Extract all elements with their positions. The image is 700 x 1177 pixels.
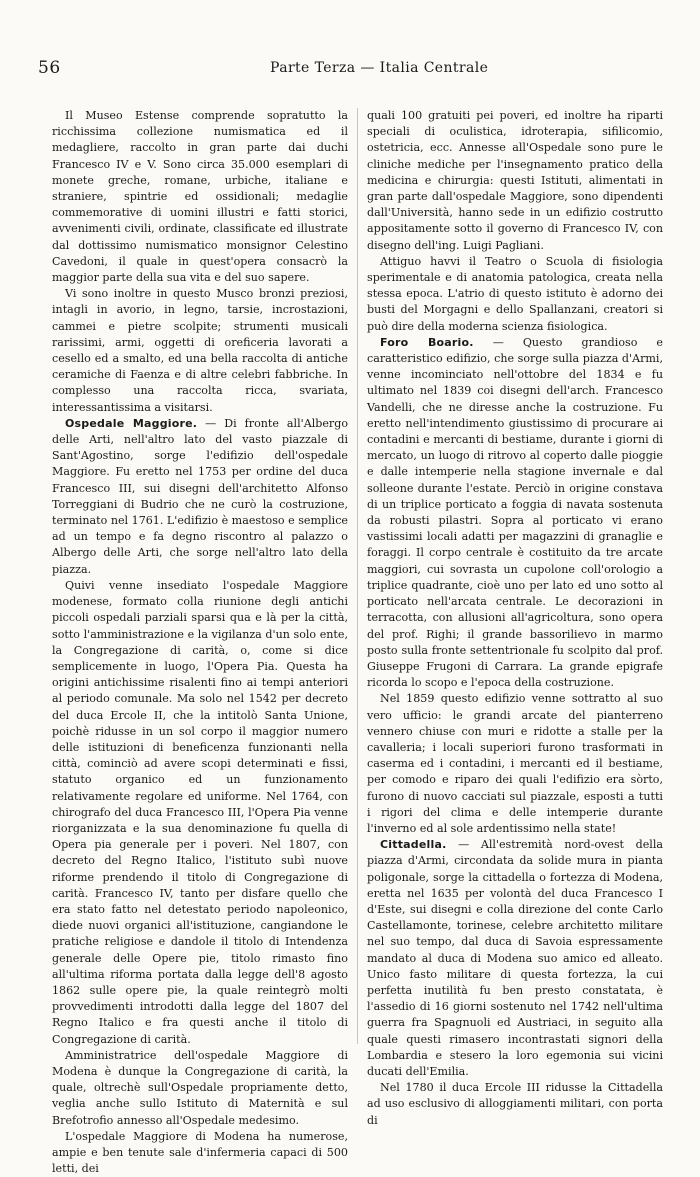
paragraph [52,108,348,286]
column-divider [357,108,358,1044]
paragraph [52,286,348,416]
right-column [367,108,663,1129]
paragraph-text: Amministratrice dell'ospedale Maggiore di Modena è dunque la Congregazione di carità, la quale, oltrechè sull'Ospedale propriamente detto, veglia anche sullo Istituto di Maternità e sul Brefotrofio annesso all'Ospedale medesimo. [52,1048,348,1127]
section-heading: Foro Boario. [380,335,474,349]
paragraph-text: Nel 1859 questo edifizio venne sottratto al suo vero ufficio: le grandi arcate del pianterreno vennero chiuse con muri e ridotte a stalle per la cavalleria; i locali superiori furono trasformati in caserma ed i contadini, i mercanti ed il bestiame, per comodo e riparo dei quali l'edifizio era sòrto, furono di nuovo cacciati sul piazzale, esposti a tutti i rigori del clima e delle intemperie durante l'inverno ed al sole ardentissimo nella state! [367,692,663,835]
paragraph [52,1129,348,1177]
paragraph [52,1048,348,1129]
paragraph [52,578,348,1048]
paragraph [367,1080,663,1129]
paragraph [367,837,663,1080]
page-number: 56 [38,58,61,78]
section-heading: Ospedale Maggiore. [65,416,198,430]
paragraph-text: — All'estremità nord-ovest della piazza d'Armi, circondata da solide mura in pianta poligonale, sorge la cittadella o fortezza di Modena, eretta nel 1635 per volontà del duca Francesco I d'Este, sui disegni e colla direzione del conte Carlo Castellamonte, torinese, celebre architetto militare nel suo tempo, dal duca di Savoia espressamente mandato al duca di Modena suo amico ed alleato. Unico fasto militare di questa fortezza, la cui perfetta inutilità fu ben presto constatata, è l'assedio di 16 giorni sostenuto nel 1742 nell'ultima guerra fra Spagnuoli ed Austriaci, in seguito alla quale questi rimasero incontrastati signori della Lombardia e stesero la loro egemonia sui vicini ducati dell'Emilia. [367,838,663,1078]
paragraph [52,416,348,578]
paragraph-text: Vi sono inoltre in questo Musco bronzi preziosi, intagli in avorio, in legno, tarsie, incrostazioni, cammei e pietre scolpite; strumenti musicali rarissimi, armi, oggetti di oreficeria lavorati a cesello ed a smalto, ed una bella raccolta di antiche ceramiche di Faenza e di altre celebri fabbriche. In complesso una raccolta ricca, svariata, interessantissima a visitarsi. [52,287,348,414]
paragraph [367,254,663,335]
paragraph-text: — Di fronte all'Albergo delle Arti, nell'altro lato del vasto piazzale di Sant'Agostino, sorge l'edifizio dell'ospedale Maggiore. Fu eretto nel 1753 per ordine del duca Francesco III, sui disegni dell'architetto Alfonso Torreggiani di Budrio che ne curò la costruzione, terminato nel 1761. L'edifizio è maestoso e semplice ad un tempo e fa degno riscontro al palazzo o Albergo delle Arti, che sorge nell'altro lato della piazza. [52,416,349,576]
paragraph-text: Attiguo havvi il Teatro o Scuola di fisiologia sperimentale e di anatomia patologica, creata nella stessa epoca. L'atrio di questo istituto è adorno dei busti del Morgagni e dello Spallanzani, creatori si può dire della moderna scienza fisiologica. [367,254,663,333]
paragraph-text: Nel 1780 il duca Ercole III ridusse la Cittadella ad uso esclusivo di alloggiamenti militari, con porta di [367,1081,663,1127]
paragraph-text: quali 100 gratuiti pei poveri, ed inoltre ha riparti speciali di oculistica, idroterapia, sifilicomio, ostetricia, ecc. Annesse all'Ospedale sono pure le cliniche mediche per l'insegnamento pratico della medicina e chirurgia: questi Istituti, alimentati in gran parte dall'ospedale Maggiore, sono dipendenti dall'Università, hanno sede in un edifizio costrutto appositamente sotto il governo di Francesco IV, con disegno dell'ing. Luigi Pagliani. [367,109,663,252]
paragraph-text: L'ospedale Maggiore di Modena ha numerose, ampie e ben tenute sale d'infermeria capaci di 500 letti, dei [52,1129,348,1176]
paragraph [367,335,663,691]
paragraph-text: Il Museo Estense comprende sopratutto la ricchissima collezione numismatica ed il medagliere, raccolto in gran parte dai duchi Francesco IV e V. Sono circa 35.000 esemplari di monete greche, romane, urbiche, italiane e straniere, spintrie ed ossidionali; medaglie commemorative di uomini illustri e fatti storici, avvenimenti civili, ordinate, classificate ed illustrate dal dottissimo numismatico monsignor Celestino Cavedoni, il quale in quest'opera consacrò la maggior parte della sua vita e del suo sapere. [52,109,348,285]
running-head: Parte Terza — Italia Centrale [270,60,489,76]
section-heading: Cittadella. [380,838,447,852]
paragraph-text: Quivi venne insediato l'ospedale Maggiore modenese, formato colla riunione degli antichi piccoli ospedali parziali sparsi qua e là per la città, sotto l'amministrazione e la vigilanza d'un solo ente, la Congregazione di carità, o, come si dice semplicemente in luogo, l'Opera Pia. Questa ha origini antichissime risalenti fino ai tempi anteriori al periodo comunale. Ma solo nel 1542 per decreto del duca Ercole II, che la intitolò Santa Unione, poichè ridusse in un sol corpo il maggior numero delle istituzioni di beneficenza funzionanti nella città, cominciò ad avere scopi determinati e fissi, statuto organico ed un funzionamento relativamente regolare ed uniforme. Nel 1764, con chirografo del duca Francesco III, l'Opera Pia venne riorganizzata e la sua denominazione fu quella di Opera pia generale per i poveri. Nel 1807, con decreto del Regno Italico, l'istituto subì nuove riforme prendendo il titolo di Congregazione di carità. Francesco IV, tanto per disfare quello che era stato fatto nel detestato periodo napoleonico, diede nuovi organici all'istituzione, cangiandone le pratiche religiose e dandole il titolo di Intendenza generale delle Opere pie, titolo rimasto fino all'ultima riforma portata dalla legge dell'8 agosto 1862 sulle opere pie, la quale reintegrò molti provvedimenti introdotti dalla legge del 1807 del Regno Italico e fra questi anche il titolo di Congregazione di carità. [52,578,348,1046]
paragraph [367,108,663,254]
paragraph [367,691,663,837]
left-column [52,108,348,1177]
page-header [38,58,654,82]
paragraph-text: — Questo grandioso e caratteristico edifizio, che sorge sulla piazza d'Armi, venne incominciato nell'ottobre del 1834 e fu ultimato nel 1839 coi disegni dell'arch. Francesco Vandelli, che ne diresse anche la costruzione. Fu eretto nell'intendimento giustissimo di procurare ai contadini e mercanti di bestiame, durante i giorni di mercato, un luogo di ritrovo al coperto dalle pioggie e dalle intemperie nella stagione invernale e dal solleone durante l'estate. Perciò in origine constava di un triplice porticato a foggia di navata sostenuta da robusti pilastri. Sopra al porticato vi erano vastissimi locali adatti per magazzini di granaglie e foraggi. Il corpo centrale è costituito da tre arcate maggiori, cui sovrasta un cupolone coll'orologio a triplice quadrante, cioè uno per lato ed uno sotto al porticato nell'arcata centrale. Le decorazioni in terracotta, con allusioni all'agricoltura, sono opera del prof. Righi; il grande bassorilievo in marmo posto sulla fronte settentrionale fu scolpito dal prof. Giuseppe Frugoni di Carrara. La grande epigrafe ricorda lo scopo e l'epoca della costruzione. [367,335,663,690]
